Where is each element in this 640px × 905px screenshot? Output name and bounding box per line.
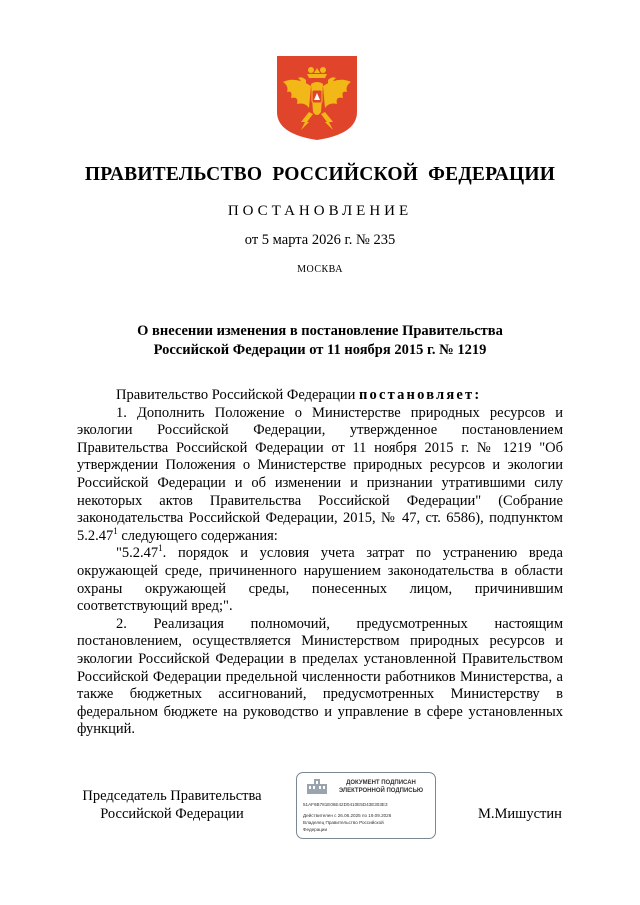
stamp-header-line-1: ДОКУМЕНТ ПОДПИСАН: [346, 780, 416, 786]
subject-line-1: О внесении изменения в постановление Правительства: [137, 323, 503, 339]
subitem-text: . порядок и условия учета затрат по устранению вреда окружающей среде, причиненного нарушением законодательства в области охраны окружающей среды, понесенных лицом, причинившим соответствующий вред;".: [77, 545, 563, 615]
item-1-ending: следующего содержания:: [117, 527, 278, 544]
city: МОСКВА: [297, 264, 343, 275]
signer-position-line-2: Российской Федерации: [100, 806, 244, 822]
signer-name: М.Мишустин: [478, 806, 562, 822]
decree-body: [77, 387, 563, 739]
item-1-text: 1. Дополнить Положение о Министерстве природных ресурсов и экологии Российской Федерации, утвержденное постановлением Правительства Российской Федерации от 11 ноября 2015 г. № 1219 "Об утверждении Положения о Министерстве природных ресурсов и экологии Российской Федерации и об изменении и признании утратившими силу некоторых актов Правительства Российской Федерации" (Собрание законодательства Российской Федерации, 2015, № 47, ст. 6586), подпунктом 5.2.47: [77, 404, 563, 544]
government-building-icon: [305, 778, 329, 795]
date-line: от 5 марта 2026 г. № 235: [244, 232, 396, 248]
stamp-header-line-2: ЭЛЕКТРОННОЙ ПОДПИСЬЮ: [338, 787, 424, 794]
decree-type: ПОСТАНОВЛЕНИЕ: [227, 203, 413, 219]
subitem-superscript: 1: [158, 543, 163, 554]
preamble-text: Правительство Российской Федерации: [116, 387, 359, 403]
coat-of-arms-icon: [275, 54, 359, 142]
validity-period: Действителен с 26.06.2025 по 19.09.2026: [303, 813, 392, 818]
subitem-number: "5.2.47: [116, 545, 159, 562]
decree-date-number: [0, 232, 640, 249]
item-1: [77, 405, 563, 546]
owner-line-1: Владелец Правительство Российской: [303, 820, 384, 825]
owner-line-2: Федерации: [303, 827, 328, 832]
government-title: ПРАВИТЕЛЬСТВО РОССИЙСКОЙ ФЕДЕРАЦИИ: [84, 164, 556, 185]
signer-position-line-1: Председатель Правительства: [82, 788, 262, 804]
subject-line-2: Российской Федерации от 11 ноября 2015 г. № 1219: [153, 342, 487, 358]
new-subitem: [77, 545, 563, 615]
certificate-number: 51AF6B781E06E42D0410E5D43E303E3: [303, 802, 388, 807]
resolves-word: постановляет:: [358, 387, 482, 403]
stamp-header: [329, 780, 433, 795]
item-2: 2. Реализация полномочий, предусмотренных настоящим постановлением, осуществляется Министерством природных ресурсов и экологии Российской Федерации в пределах установленной Правительством Российской Федерации предельной численности работников Министерства, а также бюджетных ассигнований, предусмотренных Министерству в федеральном бюджете на руководство и управление в сфере установленных функций.: [77, 615, 563, 738]
decree-subject: [0, 322, 640, 360]
preamble: [77, 387, 563, 405]
signer-position: [77, 787, 267, 823]
electronic-signature-stamp: [296, 772, 436, 839]
item-1-superscript: 1: [113, 525, 118, 536]
